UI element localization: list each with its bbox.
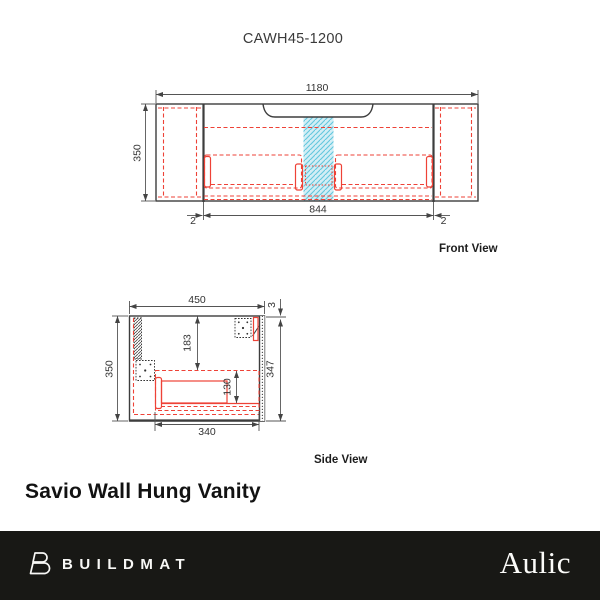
front-height-dim: 350 <box>131 144 144 162</box>
side-depth-dim: 450 <box>188 294 206 306</box>
front-view-drawing <box>132 82 479 227</box>
front-gap-left-dim: 2 <box>190 215 196 227</box>
side-hanging-rail <box>134 318 142 359</box>
front-view-label: Front View <box>439 243 498 255</box>
product-title: Savio Wall Hung Vanity <box>25 480 261 503</box>
side-back-height-dim: 347 <box>264 360 277 378</box>
side-drawer-height-dim: 130 <box>221 378 234 396</box>
side-view-drawing <box>104 294 287 438</box>
footer-bar <box>0 531 600 600</box>
front-plumbing-zone <box>304 118 334 202</box>
front-right-drawer <box>335 155 433 190</box>
side-height-dim: 350 <box>103 360 116 378</box>
aulic-wordmark: Aulic <box>499 545 571 580</box>
side-top-to-drawer-dim: 183 <box>181 334 194 352</box>
front-basin-recess <box>263 104 373 117</box>
front-width-dim: 1180 <box>305 82 329 94</box>
front-left-drawer <box>205 155 303 190</box>
side-view-label: Side View <box>314 454 368 466</box>
side-left-bracket-plate <box>136 361 155 381</box>
front-gap-right-dim: 2 <box>440 215 447 227</box>
model-code-title: CAWH45-1200 <box>242 31 344 47</box>
side-top-gap-dim: 3 <box>266 302 278 308</box>
buildmat-b-icon <box>27 549 53 579</box>
buildmat-wordmark: BUILDMAT <box>62 556 192 573</box>
side-right-bracket-plate <box>235 319 251 338</box>
front-drawer-span-dim: 844 <box>309 203 327 216</box>
side-drawer-depth-dim: 340 <box>198 426 216 438</box>
